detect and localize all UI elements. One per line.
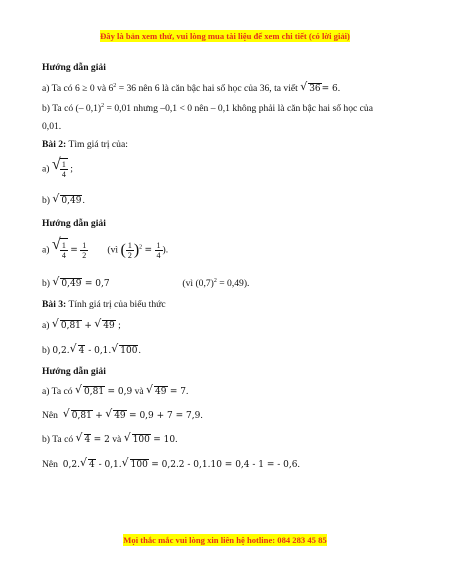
- exercise-2a: a) √ $\frac{1}{4}$ ;: [42, 156, 73, 180]
- exercise-3a: a) √ 0,81 + √ 49 ;: [42, 317, 121, 331]
- hotline-footer: Mọi thắc mắc vui lòng xin liên hệ hotline: 084 283 45 85: [123, 535, 327, 545]
- sqrt-one-quarter-solution: √ $\frac{1}{4}$: [52, 238, 68, 263]
- solution-3a-line1: a) Ta có √ 0,81 = 0,9 và √ 49 = 7.: [42, 383, 189, 397]
- sqrt-049: √ 0,49: [52, 192, 82, 206]
- exercise-3b: b) 0,2. √ 4 - 0,1. √ 100.: [42, 342, 141, 356]
- solution-2a: a) √ $\frac{1}{4}$ = $\frac{1}{2}$ (vì ( $\frac{1}{2}$ )$^2$ = $\frac{1}{4}$ ).: [42, 238, 168, 263]
- sqrt-36: √ 36: [300, 80, 321, 94]
- solution-heading-2: Hướng dẫn giải: [42, 218, 106, 229]
- solution-1a: a) Ta có 6 ≥ 0 và $6^2 = 36$ nên 6 là căn bậc hai số học của 36, ta viết √ 36= 6.: [42, 80, 341, 94]
- preview-banner: Đây là bản xem thử, vui lòng mua tài liệu để xem chi tiết (có lời giải): [100, 31, 350, 41]
- exercise-2-heading: Bài 2: Tìm giá trị của:: [42, 139, 128, 150]
- solution-1b-cont: 0,01.: [42, 121, 62, 132]
- solution-heading-1: Hướng dẫn giải: [42, 62, 106, 73]
- sqrt-049-solution: √ 0,49: [52, 275, 82, 289]
- solution-2b: b) √ 0,49 = 0,7 (vì $(0,7)^2 = 0,49$).: [42, 275, 250, 289]
- solution-1b: b) Ta có (– 0,1)$^2$ = 0,01 nhưng –0,1 < 0 nên – 0,1 không phải là căn bậc hai số học của: [42, 103, 373, 114]
- solution-3a-line2: Nên √ 0,81 + √ 49 = 0,9 + 7 = 7,9.: [42, 407, 203, 421]
- exercise-3-heading: Bài 3: Tính giá trị của biểu thức: [42, 299, 166, 310]
- solution-3b-line1: b) Ta có √ 4 = 2 và √ 100 = 10.: [42, 431, 178, 445]
- sqrt-one-quarter: √ $\frac{1}{4}$: [51, 156, 66, 180]
- solution-3b-line2: Nên 0,2. √ 4 - 0,1. √ 100 = 0,2.2 - 0,1.10 = 0,4 - 1 = - 0,6.: [42, 456, 300, 470]
- solution-heading-3: Hướng dẫn giải: [42, 366, 106, 377]
- exercise-2b: b) √ 0,49.: [42, 192, 85, 206]
